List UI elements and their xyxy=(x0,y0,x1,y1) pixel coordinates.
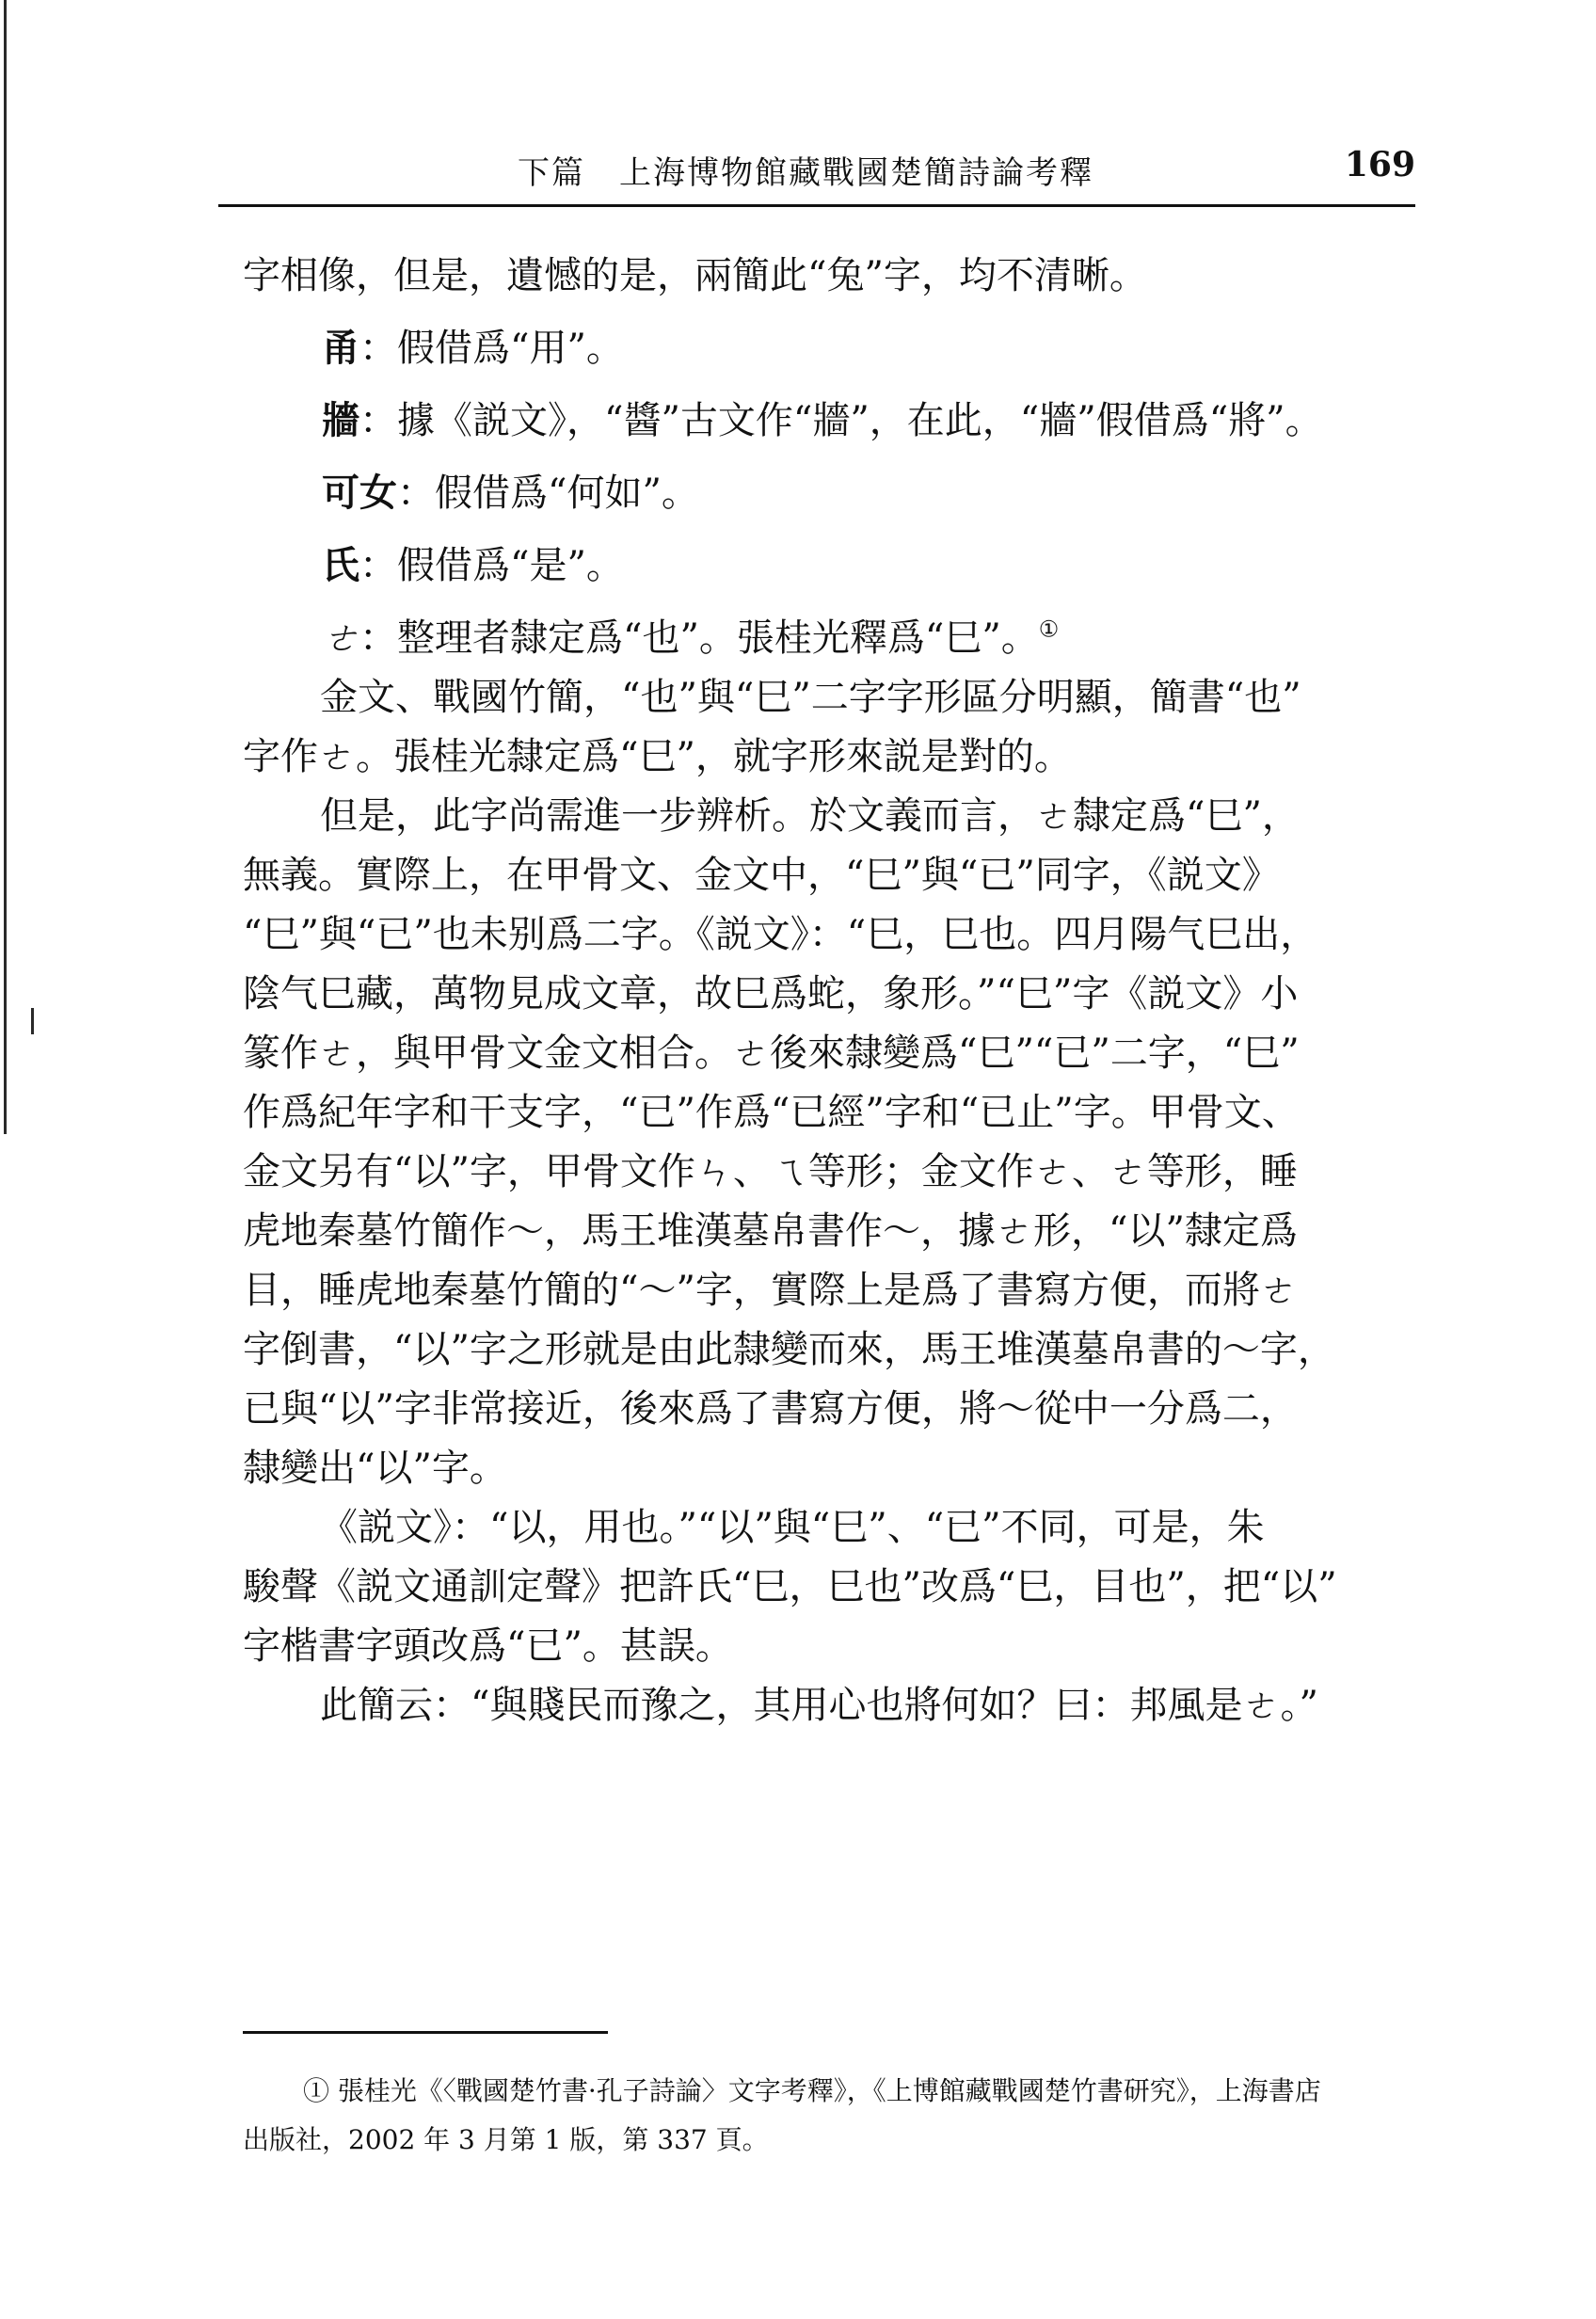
text-line: 字作ㄜ。張桂光隸定爲“巳”，就字形來説是對的。 xyxy=(243,735,1072,778)
term-headword: 甬 xyxy=(322,327,359,370)
text-line: 作爲紀年字和干支字，“已”作爲“已經”字和“已止”字。甲骨文、 xyxy=(243,1091,1300,1134)
term-entry-glyph xyxy=(243,609,1440,668)
text-line: 字楷書字頭改爲“已”。甚誤。 xyxy=(243,1624,733,1668)
term-headword: 可女 xyxy=(322,472,397,515)
text-line: “巳”與“已”也未别爲二字。《説文》：“巳，巳也。四月陽气巳出， xyxy=(243,913,1318,956)
term-gloss: ：假借爲“何如”。 xyxy=(397,472,699,515)
term-entry-kenv xyxy=(243,464,1440,523)
term-gloss: ：假借爲“用”。 xyxy=(359,327,624,370)
text-line: 目，睡虎地秦墓竹簡的“〜”字，實際上是爲了書寫方便，而將ㄜ xyxy=(243,1269,1298,1312)
text-line: 陰气巳藏，萬物見成文章，故巳爲蛇，象形。”“巳”字《説文》小 xyxy=(243,972,1299,1016)
footnote-rule xyxy=(243,2031,608,2034)
term-entry-yong xyxy=(243,319,1440,378)
footnote-line: ① 張桂光《〈戰國楚竹書·孔子詩論〉文字考釋》，《上博館藏戰國楚竹書研究》，上海書店 xyxy=(303,2075,1321,2106)
term-gloss: ：整理者隸定爲“也”。張桂光釋爲“巳”。 xyxy=(359,616,1039,660)
page-header xyxy=(218,137,1415,194)
text-line: 《説文》：“以，用也。”“以”與“巳”、“已”不同，可是，朱 xyxy=(320,1506,1265,1549)
text-line: 此簡云：“與賤民而豫之，其用心也將何如？曰：邦風是ㄜ。” xyxy=(320,1684,1318,1727)
text-line: 字倒書，“以”字之形就是由此隸變而來，馬王堆漢墓帛書的〜字， xyxy=(243,1328,1335,1371)
text-line: 篆作ㄜ，與甲骨文金文相合。ㄜ後來隸變爲“巳”“已”二字，“巳” xyxy=(243,1032,1300,1075)
ancient-glyph-icon: ㄜ xyxy=(322,616,359,660)
text-line: 但是，此字尚需進一步辨析。於文義而言，ㄜ隸定爲“巳”， xyxy=(320,794,1300,838)
footnote-line: 出版社，2002 年 3 月第 1 版，第 337 頁。 xyxy=(243,2124,769,2155)
text-line: 駿聲《説文通訓定聲》把許氏“巳，巳也”改爲“巳，目也”，把“以” xyxy=(243,1565,1337,1608)
header-rule xyxy=(218,204,1415,207)
text-line: 無義。實際上，在甲骨文、金文中，“巳”與“已”同字，《説文》 xyxy=(243,854,1280,897)
scan-edge-line xyxy=(4,0,7,1134)
term-headword: 氏 xyxy=(322,544,359,587)
page-number: 169 xyxy=(1344,145,1415,184)
text-line: 金文、戰國竹簡，“也”與“巳”二字字形區分明顯，簡書“也” xyxy=(320,676,1301,719)
text-line: 金文另有“以”字，甲骨文作ㄣ、ㄟ等形；金文作ㄜ、ㄜ等形，睡 xyxy=(243,1150,1298,1193)
text-line: 隸變出“以”字。 xyxy=(243,1447,507,1490)
scan-edge-mark xyxy=(31,1008,34,1034)
term-headword: 牆 xyxy=(322,399,359,442)
term-gloss: ：假借爲“是”。 xyxy=(359,544,624,587)
text-line: 字相像，但是，遺憾的是，兩簡此“兔”字，均不清晰。 xyxy=(243,254,1147,297)
term-gloss: ：據《説文》，“醬”古文作“牆”，在此，“牆”假借爲“將”。 xyxy=(359,399,1323,442)
text-line: 已與“以”字非常接近，後來爲了書寫方便，將〜從中一分爲二， xyxy=(243,1387,1298,1431)
body-text xyxy=(243,247,1440,1735)
footnote-marker[interactable]: ① xyxy=(1038,616,1060,643)
running-title: 下篇 上海博物館藏戰國楚簡詩論考釋 xyxy=(518,154,1093,192)
term-entry-jiang xyxy=(243,392,1440,451)
footnote xyxy=(243,2067,1440,2165)
text-line: 虎地秦墓竹簡作〜，馬王堆漢墓帛書作〜，據ㄜ形，“以”隸定爲 xyxy=(243,1209,1298,1253)
term-entry-shi xyxy=(243,536,1440,596)
